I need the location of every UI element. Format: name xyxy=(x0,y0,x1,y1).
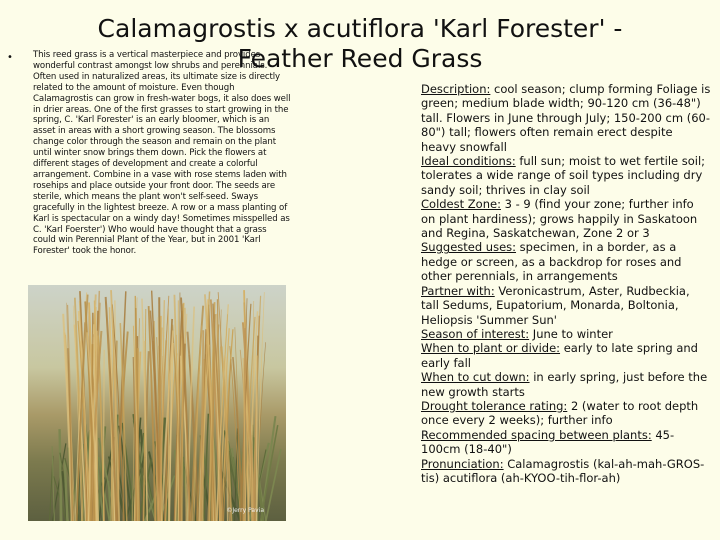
grass-photo xyxy=(28,285,286,521)
detail-label: Ideal conditions: xyxy=(421,154,516,169)
detail-item xyxy=(421,428,711,457)
detail-text: cool season; clump forming Foliage is green; medium blade width; 90-120 cm (36-48") tall. Flowers in June through July; 150-200 cm (60-80") tall; flowers often remain erect despite heavy snowfall xyxy=(421,82,711,154)
detail-item xyxy=(421,82,711,154)
bullet-marker: • xyxy=(7,52,13,63)
detail-item xyxy=(421,240,711,283)
detail-text: early to late spring and early fall xyxy=(421,341,698,370)
detail-text: Calamagrostis (kal-ah-mah-GROS-tis) acutiflora (ah-KYOO-tih-flor-ah) xyxy=(421,456,705,485)
detail-text: 3 - 9 (find your zone; further info on plant hardiness); grows happily in Saskatoon and Regina, Saskatchewan, Zone 2 or 3 xyxy=(421,197,698,241)
detail-item xyxy=(421,370,711,399)
description-paragraph: This reed grass is a vertical masterpiece and provides wonderful contrast amongst low shrubs and perennials. Often used in naturalized areas, its ultimate size is directly related to the amount of moisture. Even though Calamagrostis can grow in fresh-water bogs, it also does well in drier areas. One of the first grasses to start growing in the spring, C. 'Karl Forester' is an early bloomer, which is an asset in areas with a short growing season. The blossoms change color through the season and remain on the plant until winter snow brings them down. Pick the flowers at different stages of development and create a colorful arrangement. Combine in a vase with rose stems laden with rosehips and place outside your front door. The seeds are sterile, which means the plant won't self-seed. Sways gracefully in the lightest breeze. A row or a mass planting of Karl is spectacular on a windy day! Sometimes misspelled as C. 'Karl Foerster') Who would have thought that a grass could win Perennial Plant of the Year, but in 2001 'Karl Forester' took the honor. xyxy=(33,50,291,257)
detail-label: Season of interest: xyxy=(421,326,530,341)
detail-item xyxy=(421,341,711,370)
detail-label: Partner with: xyxy=(421,283,495,298)
detail-text: June to winter xyxy=(529,326,613,341)
detail-label: Drought tolerance rating: xyxy=(421,398,568,413)
detail-label: Suggested uses: xyxy=(421,240,517,255)
photo-credit: ©Jerry Pavia xyxy=(226,507,264,514)
detail-text: in early spring, just before the new growth starts xyxy=(421,370,708,399)
detail-text: 2 (water to root depth once every 2 weeks); further info xyxy=(421,398,699,428)
details-list xyxy=(421,82,711,485)
detail-text: specimen, in a border, as a hedge or screen, as a backdrop for roses and other perennials, in arrangements xyxy=(421,240,682,284)
detail-label: Coldest Zone: xyxy=(421,197,501,212)
detail-label: Recommended spacing between plants: xyxy=(421,427,652,442)
detail-item xyxy=(421,284,711,327)
detail-item xyxy=(421,327,711,341)
detail-text: full sun; moist to wet fertile soil; tolerates a wide range of soil types including dry sandy soil; thrives in clay soil xyxy=(421,154,706,197)
slide-title: Calamagrostis x acutiflora 'Karl Forester' - Feather Reed Grass xyxy=(97,14,623,73)
detail-item xyxy=(421,457,711,486)
detail-label: Pronunciation: xyxy=(421,456,504,471)
detail-item xyxy=(421,197,711,240)
detail-label: When to cut down: xyxy=(421,370,530,385)
detail-item xyxy=(421,154,711,197)
detail-label: Description: xyxy=(421,82,491,96)
detail-text: Veronicastrum, Aster, Rudbeckia, tall Sedums, Eupatorium, Monarda, Boltonia, Heliopsis 'Summer Sun' xyxy=(421,283,690,327)
detail-item xyxy=(421,399,711,428)
detail-label: When to plant or divide: xyxy=(421,341,561,356)
detail-text: 45-100cm (18-40") xyxy=(421,427,675,457)
grass-illustration xyxy=(28,285,286,521)
